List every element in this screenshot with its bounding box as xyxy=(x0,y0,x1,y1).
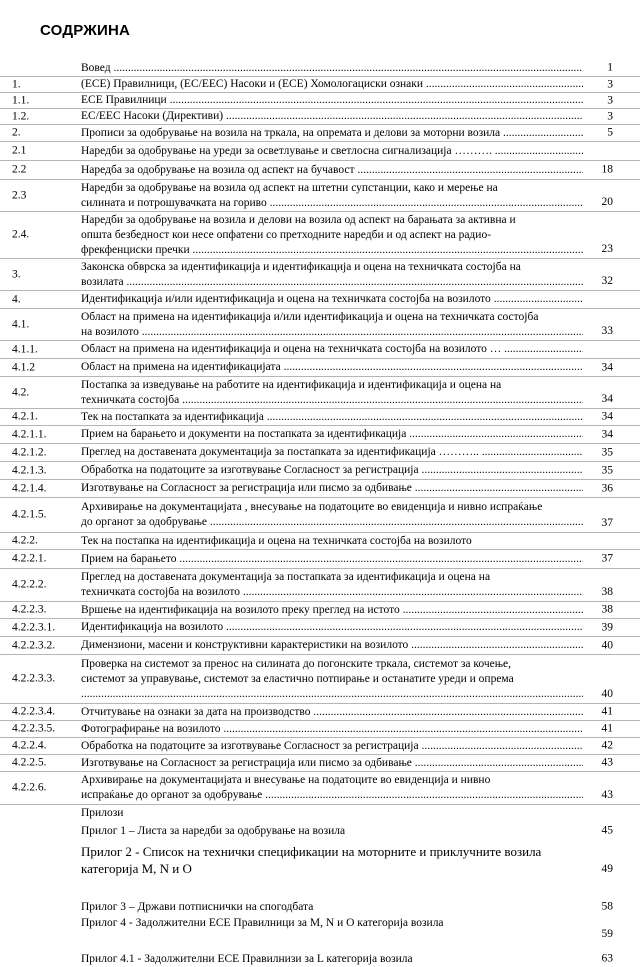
toc-number: 4.2.2.3.3. xyxy=(12,672,56,685)
toc-row xyxy=(0,76,640,92)
toc-row xyxy=(0,340,640,358)
toc-number: 2.3 xyxy=(12,189,27,201)
toc-page: 33 xyxy=(601,325,613,337)
toc-page: 40 xyxy=(601,639,613,651)
toc-number: 4.2.1.5. xyxy=(12,508,47,521)
toc-text xyxy=(81,687,583,702)
toc-page: 36 xyxy=(601,482,613,494)
toc-text: Законска обврска за идентификација и идентификација и оцена на техничката состојба на xyxy=(81,260,521,273)
toc-text: Област на примена на идентификацијата ..... xyxy=(81,360,583,375)
toc-row xyxy=(0,654,640,703)
annex-page: 59 xyxy=(601,928,613,940)
toc-row xyxy=(0,771,640,804)
toc-number: 4.2.2.1. xyxy=(12,552,47,565)
toc-page: 34 xyxy=(601,361,613,373)
toc-number: 1.1. xyxy=(12,94,30,106)
toc-text: Идентификација на возилото ..... xyxy=(81,620,583,635)
toc-number: 2. xyxy=(12,126,21,139)
toc-number: 4.2.2.3.5. xyxy=(12,722,56,735)
toc-page: 34 xyxy=(601,428,613,440)
toc-number: 2.2 xyxy=(12,163,27,176)
toc-row xyxy=(0,618,640,636)
toc-page: 41 xyxy=(601,722,613,735)
toc-text: Архивирање на документацијата , внесување на податоците во евиденција и нивно испраќање xyxy=(81,501,543,513)
toc-number: 1.2. xyxy=(12,110,30,122)
annex-page: 49 xyxy=(601,863,613,875)
annex-row xyxy=(0,841,640,879)
annex-header: Прилози xyxy=(81,806,124,819)
toc-text: Вршење на идентификација на возилото преку преглед на истото ..... xyxy=(81,603,583,618)
toc-text: силината и потрошувачката на гориво ..... xyxy=(81,196,583,211)
toc-page: 3 xyxy=(607,78,613,90)
toc-text: Прием на барањето ..... xyxy=(81,552,583,567)
toc-text: техничката состојба ..... xyxy=(81,393,583,408)
toc-page: 40 xyxy=(601,688,613,700)
annex-header-row xyxy=(0,804,640,821)
toc-row xyxy=(0,720,640,737)
toc-row xyxy=(0,141,640,160)
toc-text: Тек на постапка на идентификација и оцена на техничката состојба на возилото xyxy=(81,534,472,547)
toc-row xyxy=(0,601,640,618)
annex-row xyxy=(0,915,640,943)
toc-row xyxy=(0,108,640,124)
toc-text: Наредби за одобрување на возила и делови на возила од аспект на барањата за активна и xyxy=(81,213,516,226)
toc-text: испраќање до органот за одобрување ..... xyxy=(81,788,583,803)
toc-row xyxy=(0,92,640,108)
toc-row xyxy=(0,179,640,211)
toc-page: 32 xyxy=(601,275,613,287)
toc-text: Тек на постапката за идентификација ..... xyxy=(81,410,583,425)
toc-number: 4.2.1.1. xyxy=(12,428,47,440)
toc-text: до органот за одобрување ..... xyxy=(81,515,583,530)
toc-row xyxy=(0,258,640,290)
toc-text: Изготвување на Согласност за регистрација или писмо за одбивање ..... xyxy=(81,756,583,771)
toc-row xyxy=(0,754,640,771)
toc-page: 35 xyxy=(601,446,613,458)
toc-text: фрекфенциски пречки ..... xyxy=(81,243,583,258)
toc-row xyxy=(0,211,640,258)
toc-text: техничката состојба на возилото ..... xyxy=(81,585,583,600)
toc-page: 3 xyxy=(607,94,613,106)
annex-row xyxy=(0,821,640,841)
annex-text: категорија M, N и O xyxy=(81,861,192,876)
toc-row xyxy=(0,568,640,601)
toc-row xyxy=(0,60,640,76)
toc-text: Изготвување на Согласност за регистрација или писмо за одбивање ..... xyxy=(81,481,583,496)
toc-page: 41 xyxy=(601,705,613,718)
toc-page: 39 xyxy=(601,621,613,633)
toc-text: Прием на барањето и документи на постапката за идентификација ..... xyxy=(81,427,583,442)
toc-page: 3 xyxy=(607,110,613,122)
annex-page: 63 xyxy=(601,952,613,965)
toc-page: 38 xyxy=(601,586,613,598)
toc-page: 34 xyxy=(601,393,613,405)
toc-page: 35 xyxy=(601,464,613,476)
toc-number: 4.2.1.2. xyxy=(12,446,47,458)
toc-row xyxy=(0,290,640,308)
toc-text: Наредби за одобрување на возила од аспект на штетни супстанции, како и мерење на xyxy=(81,181,498,194)
toc-text: Преглед на доставената документација за постапката за идентификација ……….. ..... xyxy=(81,445,583,460)
toc-page: 34 xyxy=(601,410,613,423)
toc-row xyxy=(0,443,640,461)
toc-number: 2.4. xyxy=(12,228,30,241)
toc-row xyxy=(0,124,640,141)
annex-page: 58 xyxy=(601,900,613,913)
toc-number: 4.2. xyxy=(12,386,30,398)
toc-number: 4.2.1. xyxy=(12,410,38,423)
toc-text: Област на примена на идентификација и/или идентификација и оцена на техничката состојба xyxy=(81,310,539,323)
toc-text: EC/EEC Насоки (Директиви) ..... xyxy=(81,109,583,124)
toc-number: 4.2.1.4. xyxy=(12,482,47,494)
toc-number: 4.2.2.3.1. xyxy=(12,621,56,633)
toc-row xyxy=(0,408,640,425)
toc-text: Архивирање на документацијата и внесување на податоците во евиденција и нивно xyxy=(81,774,491,786)
toc-number: 4.1.2 xyxy=(12,361,35,373)
toc-page: 20 xyxy=(601,196,613,208)
toc-number: 4.2.2.3.2. xyxy=(12,639,56,651)
toc-page: 18 xyxy=(601,163,613,176)
annex-text: Прилог 1 – Листа за наредби за одобрување на возила xyxy=(81,824,346,837)
toc-row xyxy=(0,479,640,497)
toc-text: (ECE) Правилници, (EC/EEC) Насоки и (ECE) Хомологациски ознаки ..... xyxy=(81,77,583,92)
toc-row xyxy=(0,376,640,408)
toc-row xyxy=(0,461,640,479)
toc-text: Обработка на податоците за изготвување Согласност за регистрација ..... xyxy=(81,739,583,754)
toc-text: Отчитување на ознаки за дата на производство ..... xyxy=(81,705,583,720)
toc-text: Идентификација и/или идентификација и оцена на техничката состојба на возилото ..... xyxy=(81,292,583,307)
annex-text: Прилог 4 - Задолжителни ECE Правилници за M, N и O категорија возила xyxy=(81,917,444,929)
toc-text: Обработка на податоците за изготвување Согласност за регистрација ..... xyxy=(81,463,583,478)
toc-row xyxy=(0,497,640,532)
toc-text: Проверка на системот за пренос на силината до погонските тркала, системот за кочење, xyxy=(81,657,512,670)
annex-page: 45 xyxy=(601,824,613,837)
toc-number: 2.1 xyxy=(12,144,27,157)
toc-text: Димензиони, масени и конструктивни карактеристики на возилото ..... xyxy=(81,638,583,653)
toc-number: 3. xyxy=(12,268,21,280)
toc-text: Преглед на доставената документација за постапката за идентификација и оцена на xyxy=(81,571,491,583)
toc-row xyxy=(0,308,640,340)
toc-row xyxy=(0,703,640,720)
page-title: СОДРЖИНА xyxy=(40,22,131,39)
toc-text: Постапка за изведување на работите на идентификација и идентификација и оцена на xyxy=(81,378,502,391)
toc-number: 4.2.2.3.4. xyxy=(12,705,56,718)
toc-row xyxy=(0,358,640,376)
toc-text: Наредба за одобрување на возила од аспект на бучавост ..... xyxy=(81,163,583,178)
toc-text: ECE Правилници ..... xyxy=(81,93,583,108)
toc-page: 23 xyxy=(601,243,613,255)
toc-number: 4. xyxy=(12,293,21,305)
annex-row xyxy=(0,899,640,915)
annex-text: Прилог 3 – Држави потписнички на спогодбата xyxy=(81,900,314,913)
toc-row xyxy=(0,636,640,654)
toc-row xyxy=(0,160,640,179)
toc-text: Вовед ..... xyxy=(81,61,583,76)
toc-row xyxy=(0,425,640,443)
toc-page: 42 xyxy=(601,739,613,752)
toc-row xyxy=(0,737,640,754)
toc-text: на возилото ..... xyxy=(81,325,583,340)
toc-text: општа безбедност кои несе опфатени со претходните наредби и од аспект на радио- xyxy=(81,228,492,241)
annex-row xyxy=(0,951,640,967)
toc-page: 43 xyxy=(601,789,613,801)
toc-number: 4.2.2.4. xyxy=(12,739,47,752)
toc-text: системот за управување, системот за еластично потпирање и останатите уреди и опрема xyxy=(81,672,514,685)
toc-number: 4.2.1.3. xyxy=(12,464,47,476)
toc-number: 4.2.2.2. xyxy=(12,578,47,591)
toc-row xyxy=(0,532,640,549)
table-of-contents xyxy=(0,60,640,967)
toc-number: 4.2.2.6. xyxy=(12,781,47,794)
toc-text: возилата ..... xyxy=(81,275,583,290)
toc-page: 5 xyxy=(607,126,613,139)
toc-text: Област на примена на идентификација и оцена на техничката состојба на возилото … ..... xyxy=(81,342,583,357)
toc-text: Фотографирање на возилото ..... xyxy=(81,722,583,737)
toc-text: Наредби за одобрување на уреди за осветлување и светлосна сигнализација ………. ..... xyxy=(81,144,583,159)
toc-text: Прописи за одобрување на возила на тркала, на опремата и делови за моторни возила ..... xyxy=(81,126,583,141)
toc-page: 43 xyxy=(601,756,613,769)
toc-page: 37 xyxy=(601,517,613,529)
toc-row xyxy=(0,549,640,568)
toc-number: 4.1.1. xyxy=(12,343,38,355)
toc-number: 4.2.2. xyxy=(12,534,38,547)
toc-number: 4.1. xyxy=(12,318,30,330)
toc-number: 4.2.2.3. xyxy=(12,603,47,616)
toc-page: 1 xyxy=(607,61,613,74)
annex-text: Прилог 4.1 - Задолжителни ECE Правилнизи за L категорија возила xyxy=(81,952,413,965)
toc-number: 1. xyxy=(12,78,21,90)
toc-page: 37 xyxy=(601,552,613,565)
toc-page: 38 xyxy=(601,603,613,616)
toc-number: 4.2.2.5. xyxy=(12,756,47,769)
annex-text: Прилог 2 - Список на технички спецификации на моторните и приклучните возила xyxy=(81,844,542,859)
